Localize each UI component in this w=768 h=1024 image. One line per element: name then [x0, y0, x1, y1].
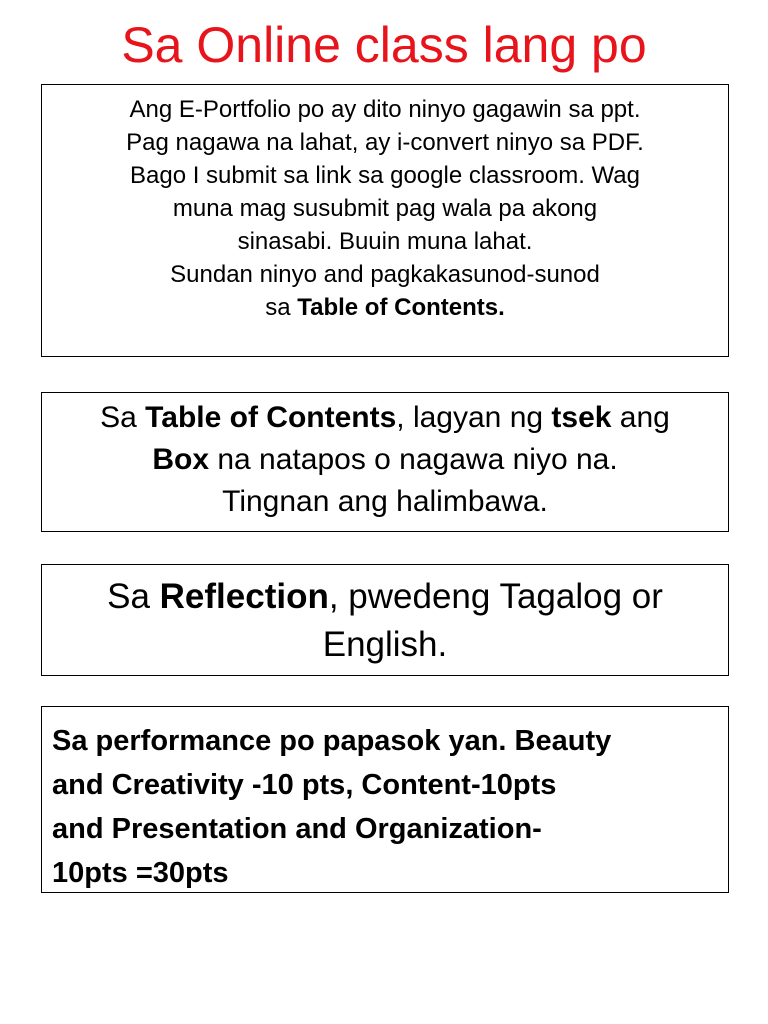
instruction-line: Ang E-Portfolio po ay dito ninyo gagawin sa ppt.	[129, 96, 641, 123]
performance-line: and Presentation and Organization-	[52, 813, 542, 845]
reflection-text: Sa	[107, 577, 160, 616]
instruction-line: Pag nagawa na lahat, ay i-convert ninyo sa PDF.	[126, 129, 644, 156]
toc-text: ang	[611, 401, 670, 434]
performance-line: and Creativity -10 pts, Content-10pts	[52, 769, 557, 801]
instruction-line: Sundan ninyo and pagkakasunod-sunod	[170, 261, 600, 288]
reflection-text: , pwedeng Tagalog or	[328, 577, 663, 616]
performance-line: Sa performance po papasok yan. Beauty	[52, 725, 612, 757]
instruction-line: Bago I submit sa link sa google classroom. Wag	[129, 162, 640, 189]
reflection-emphasis: Reflection	[159, 577, 329, 616]
table-of-contents-box	[41, 392, 729, 532]
reflection-line-1	[52, 573, 718, 621]
instructions-box	[41, 84, 729, 357]
instruction-prefix: sa	[265, 294, 298, 321]
performance-box	[41, 706, 729, 893]
instruction-line: muna mag susubmit pag wala pa akong	[172, 195, 598, 222]
page-title: Sa Online class lang po	[121, 17, 647, 73]
toc-line-1	[52, 397, 718, 439]
performance-line: 10pts =30pts	[52, 857, 229, 889]
reflection-box	[41, 564, 729, 676]
toc-text: , lagyan ng	[396, 401, 552, 434]
toc-line-3: Tingnan ang halimbawa.	[222, 485, 548, 518]
toc-emphasis: Box	[152, 443, 210, 476]
toc-emphasis: tsek	[551, 401, 612, 434]
reflection-line-2: English.	[322, 625, 448, 664]
toc-emphasis: Table of Contents	[145, 401, 397, 434]
instruction-line-last	[52, 291, 718, 324]
toc-text: na natapos o nagawa niyo na.	[209, 443, 618, 476]
instruction-line: sinasabi. Buuin muna lahat.	[237, 228, 533, 255]
toc-line-2	[52, 439, 718, 481]
toc-text: Sa	[100, 401, 146, 434]
instruction-emphasis: Table of Contents.	[297, 294, 505, 321]
